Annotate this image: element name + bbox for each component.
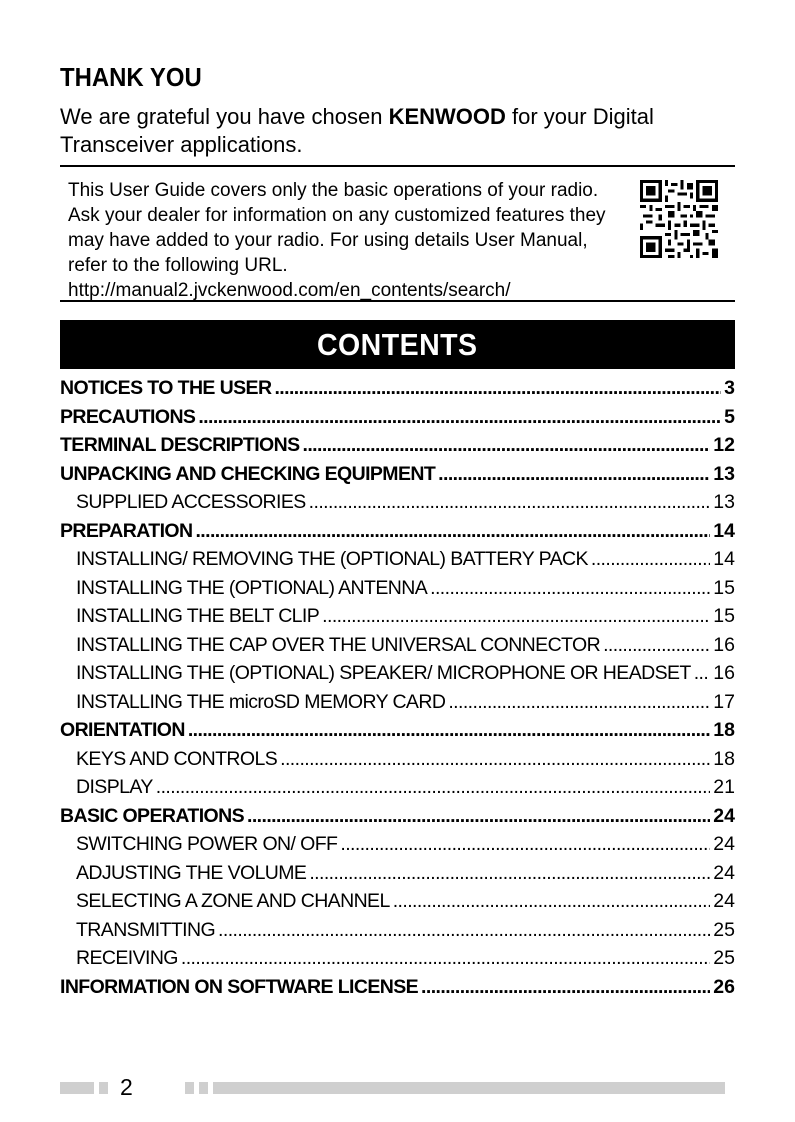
toc-entry-page: 16 bbox=[713, 633, 735, 656]
toc-leader-dots bbox=[218, 916, 710, 945]
toc-entry-page: 13 bbox=[713, 491, 735, 513]
toc-leader-dots bbox=[322, 602, 710, 631]
toc-leader-dots bbox=[591, 545, 710, 574]
toc-leader-dots bbox=[280, 745, 710, 774]
toc-entry-page: 15 bbox=[713, 605, 735, 627]
toc-entry-title: INSTALLING THE (OPTIONAL) SPEAKER/ MICROPHONE OR HEADSET bbox=[76, 662, 691, 684]
toc-entry-page: 24 bbox=[713, 804, 735, 827]
footer-bar bbox=[185, 1082, 194, 1094]
toc-entry-title: INSTALLING/ REMOVING THE (OPTIONAL) BATTERY PACK bbox=[76, 548, 588, 570]
toc-leader-dots bbox=[198, 403, 721, 432]
table-of-contents bbox=[60, 374, 735, 1001]
toc-entry-page: 15 bbox=[713, 576, 735, 599]
toc-leader-dots bbox=[430, 574, 710, 603]
toc-entry[interactable] bbox=[60, 517, 735, 546]
toc-leader-dots bbox=[603, 631, 710, 660]
toc-leader-dots bbox=[247, 802, 710, 831]
toc-entry-title: INSTALLING THE BELT CLIP bbox=[76, 605, 320, 627]
toc-leader-dots bbox=[156, 773, 711, 802]
toc-entry-title: RECEIVING bbox=[76, 947, 178, 969]
qr-code-icon bbox=[640, 180, 718, 258]
contents-heading: CONTENTS bbox=[317, 326, 478, 362]
toc-entry[interactable] bbox=[60, 859, 735, 888]
user-guide-notice bbox=[60, 165, 735, 302]
toc-entry[interactable] bbox=[60, 631, 735, 660]
toc-leader-dots bbox=[340, 830, 710, 859]
toc-entry-title: DISPLAY bbox=[76, 776, 153, 798]
toc-entry[interactable] bbox=[60, 802, 735, 831]
toc-entry[interactable] bbox=[60, 545, 735, 574]
toc-entry[interactable] bbox=[60, 431, 735, 460]
notice-text-block bbox=[68, 178, 618, 303]
toc-leader-dots bbox=[181, 944, 710, 973]
page-number: 2 bbox=[120, 1074, 133, 1100]
toc-entry[interactable] bbox=[60, 460, 735, 489]
toc-entry-page: 14 bbox=[713, 519, 735, 542]
toc-entry[interactable] bbox=[60, 574, 735, 603]
toc-entry-title: PRECAUTIONS bbox=[60, 405, 196, 428]
toc-entry-title: NOTICES TO THE USER bbox=[60, 377, 272, 399]
toc-leader-dots bbox=[309, 488, 711, 517]
footer-bar bbox=[213, 1082, 725, 1094]
toc-entry-title: SUPPLIED ACCESSORIES bbox=[76, 491, 306, 513]
toc-leader-dots bbox=[448, 688, 710, 717]
toc-entry[interactable] bbox=[60, 716, 735, 745]
toc-entry-title: INSTALLING THE (OPTIONAL) ANTENNA bbox=[76, 576, 428, 599]
toc-entry-page: 14 bbox=[713, 548, 735, 570]
toc-entry-page: 16 bbox=[713, 662, 735, 684]
toc-entry-page: 12 bbox=[713, 434, 735, 456]
toc-entry-title: TERMINAL DESCRIPTIONS bbox=[60, 434, 300, 456]
intro-paragraph bbox=[60, 103, 735, 159]
toc-entry-title: UNPACKING AND CHECKING EQUIPMENT bbox=[60, 462, 436, 485]
toc-entry-title: INFORMATION ON SOFTWARE LICENSE bbox=[60, 975, 419, 998]
toc-entry-title: TRANSMITTING bbox=[76, 918, 216, 941]
toc-entry-page: 5 bbox=[724, 405, 735, 428]
toc-entry[interactable] bbox=[60, 773, 735, 802]
toc-entry-page: 3 bbox=[724, 377, 735, 399]
toc-entry[interactable] bbox=[60, 403, 735, 432]
toc-leader-dots bbox=[438, 460, 710, 489]
toc-leader-dots bbox=[393, 887, 711, 916]
toc-entry-title: INSTALLING THE CAP OVER THE UNIVERSAL CONNECTOR bbox=[76, 633, 601, 656]
toc-entry[interactable] bbox=[60, 688, 735, 717]
toc-leader-dots bbox=[188, 716, 710, 745]
toc-entry[interactable] bbox=[60, 973, 735, 1002]
notice-text: This User Guide covers only the basic operations of your radio. Ask your dealer for information on any customized features they may have added to your radio. For using details User Manual, refer to the following URL. bbox=[68, 180, 606, 276]
toc-entry-title: ADJUSTING THE VOLUME bbox=[76, 861, 307, 884]
toc-entry-title: INSTALLING THE microSD MEMORY CARD bbox=[76, 690, 446, 713]
toc-entry-title: SWITCHING POWER ON/ OFF bbox=[76, 833, 338, 855]
toc-entry-page: 26 bbox=[713, 975, 735, 998]
brand-name: KENWOOD bbox=[388, 104, 506, 129]
footer-bar bbox=[60, 1082, 94, 1094]
toc-entry-title: PREPARATION bbox=[60, 519, 193, 542]
toc-entry[interactable] bbox=[60, 602, 735, 631]
toc-entry[interactable] bbox=[60, 745, 735, 774]
toc-leader-dots bbox=[694, 659, 711, 688]
toc-entry[interactable] bbox=[60, 374, 735, 403]
contents-heading-bar bbox=[60, 320, 735, 369]
toc-entry-title: SELECTING A ZONE AND CHANNEL bbox=[76, 890, 390, 912]
toc-entry-page: 18 bbox=[713, 747, 735, 770]
toc-leader-dots bbox=[421, 973, 710, 1002]
toc-entry[interactable] bbox=[60, 887, 735, 916]
footer-bar bbox=[99, 1082, 108, 1094]
toc-entry[interactable] bbox=[60, 916, 735, 945]
toc-entry-page: 24 bbox=[713, 833, 735, 855]
intro-text-after: for your Digital Transceiver applications. bbox=[60, 104, 654, 157]
toc-entry-page: 24 bbox=[713, 890, 735, 912]
toc-entry-title: ORIENTATION bbox=[60, 719, 185, 741]
toc-entry-page: 21 bbox=[713, 776, 735, 798]
toc-leader-dots bbox=[195, 517, 710, 546]
manual-url: http://manual2.jvckenwood.com/en_contents/search/ bbox=[68, 280, 511, 301]
footer-bar bbox=[199, 1082, 208, 1094]
toc-leader-dots bbox=[274, 374, 721, 403]
toc-entry-title: KEYS AND CONTROLS bbox=[76, 747, 278, 770]
toc-entry-page: 25 bbox=[713, 947, 735, 969]
toc-entry-page: 18 bbox=[713, 719, 735, 741]
toc-leader-dots bbox=[302, 431, 710, 460]
toc-entry[interactable] bbox=[60, 944, 735, 973]
footer-bars-right bbox=[185, 1082, 725, 1094]
toc-entry-page: 13 bbox=[713, 462, 735, 485]
toc-entry[interactable] bbox=[60, 488, 735, 517]
footer-bars-left bbox=[60, 1082, 108, 1094]
toc-entry-page: 17 bbox=[713, 690, 735, 713]
toc-entry-page: 25 bbox=[713, 918, 735, 941]
toc-entry[interactable] bbox=[60, 830, 735, 859]
toc-entry-page: 24 bbox=[713, 861, 735, 884]
toc-leader-dots bbox=[309, 859, 710, 888]
toc-entry[interactable] bbox=[60, 659, 735, 688]
intro-text-before: We are grateful you have chosen bbox=[60, 104, 389, 129]
toc-entry-title: BASIC OPERATIONS bbox=[60, 804, 244, 827]
thank-you-heading: THANK YOU bbox=[60, 62, 202, 92]
